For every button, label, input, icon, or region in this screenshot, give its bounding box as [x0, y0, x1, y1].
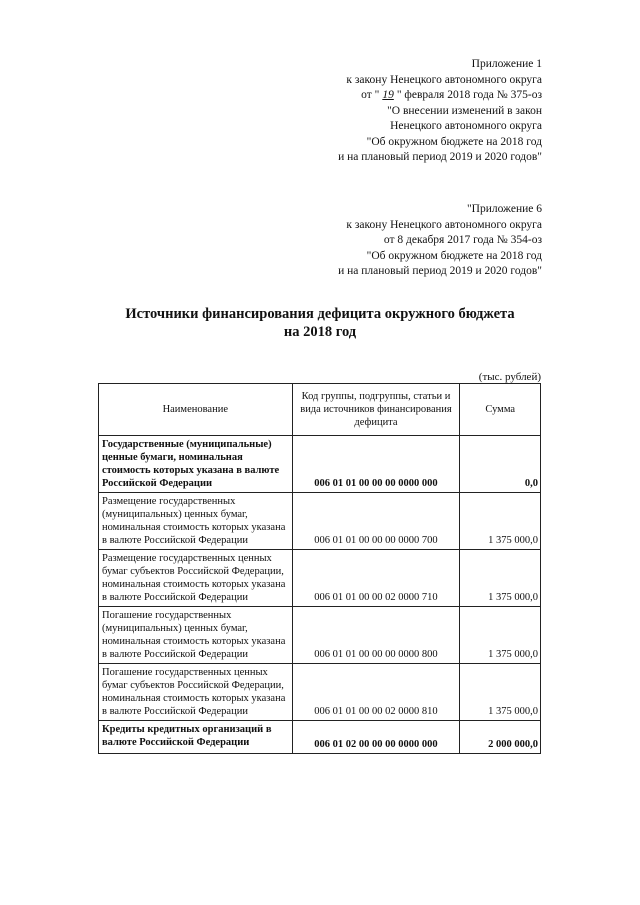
- row-code: 006 01 01 00 00 00 0000 800: [292, 607, 460, 664]
- row-sum: 1 375 000,0: [460, 664, 541, 721]
- table-row: [99, 721, 541, 754]
- appendix-6-line: от 8 декабря 2017 года № 354-оз: [383, 234, 542, 246]
- units-label: (тыс. рублей): [478, 371, 541, 383]
- row-code: 006 01 01 00 00 02 0000 710: [292, 550, 460, 607]
- column-header-code: Код группы, подгруппы, статьи и вида источников финансирования дефицита: [292, 384, 460, 436]
- row-code: 006 01 01 00 00 00 0000 700: [292, 493, 460, 550]
- appendix-1-date-line: [338, 88, 542, 104]
- row-name: Погашение государственных (муниципальных) ценных бумаг, номинальная стоимость которых указана в валюте Российской Федерации: [99, 607, 293, 664]
- row-name: Размещение государственных ценных бумаг субъектов Российской Федерации, номинальная стоимость которых указана в валюте Российской Федерации: [99, 550, 293, 607]
- row-code: 006 01 02 00 00 00 0000 000: [292, 721, 460, 754]
- appendix-1-line: "Об окружном бюджете на 2018 год: [366, 135, 542, 148]
- row-name: Государственные (муниципальные) ценные бумаги, номинальная стоимость которых указана в валюте Российской Федерации: [99, 436, 293, 493]
- table-row: [99, 493, 541, 550]
- appendix-1-line: Ненецкого автономного округа: [390, 120, 542, 132]
- row-code: 006 01 01 00 00 02 0000 810: [292, 664, 460, 721]
- column-header-name: Наименование: [99, 384, 293, 436]
- row-sum: 2 000 000,0: [460, 721, 541, 754]
- table-header-row: [99, 384, 541, 436]
- appendix-6-line: "Об окружном бюджете на 2018 год: [366, 249, 542, 262]
- row-name: Кредиты кредитных организаций в валюте Российской Федерации: [99, 721, 293, 754]
- row-sum: 1 375 000,0: [460, 550, 541, 607]
- table-row: [99, 436, 541, 493]
- appendix-1-line: к закону Ненецкого автономного округа: [346, 73, 542, 86]
- appendix-1-line: и на плановый период 2019 и 2020 годов": [338, 151, 542, 163]
- row-sum: 0,0: [460, 436, 541, 493]
- date-prefix: от ": [361, 89, 380, 101]
- appendix-6-header: [338, 202, 542, 280]
- column-header-sum: Сумма: [460, 384, 541, 436]
- title-line: Источники финансирования дефицита окружного бюджета: [125, 306, 515, 322]
- date-suffix: " февраля 2018 года № 375-оз: [396, 89, 542, 101]
- row-name: Погашение государственных ценных бумаг субъектов Российской Федерации, номинальная стоимость которых указана в валюте Российской Федерации: [99, 664, 293, 721]
- title-line: на 2018 год: [283, 324, 357, 340]
- appendix-6-line: к закону Ненецкого автономного округа: [346, 218, 542, 231]
- table-row: [99, 664, 541, 721]
- appendix-1-line: Приложение 1: [471, 58, 542, 70]
- appendix-1-header: [338, 57, 542, 166]
- row-name: Размещение государственных (муниципальных) ценных бумаг, номинальная стоимость которых указана в валюте Российской Федерации: [99, 493, 293, 550]
- document-title: [100, 305, 540, 341]
- row-code: 006 01 01 00 00 00 0000 000: [292, 436, 460, 493]
- row-sum: 1 375 000,0: [460, 493, 541, 550]
- appendix-6-line: и на плановый период 2019 и 2020 годов": [338, 265, 542, 277]
- appendix-6-line: "Приложение 6: [466, 203, 542, 215]
- row-sum: 1 375 000,0: [460, 607, 541, 664]
- financing-sources-table: [98, 383, 541, 754]
- table-row: [99, 607, 541, 664]
- table-row: [99, 550, 541, 607]
- appendix-1-line: "О внесении изменений в закон: [387, 104, 542, 117]
- handwritten-day: 19: [382, 89, 394, 101]
